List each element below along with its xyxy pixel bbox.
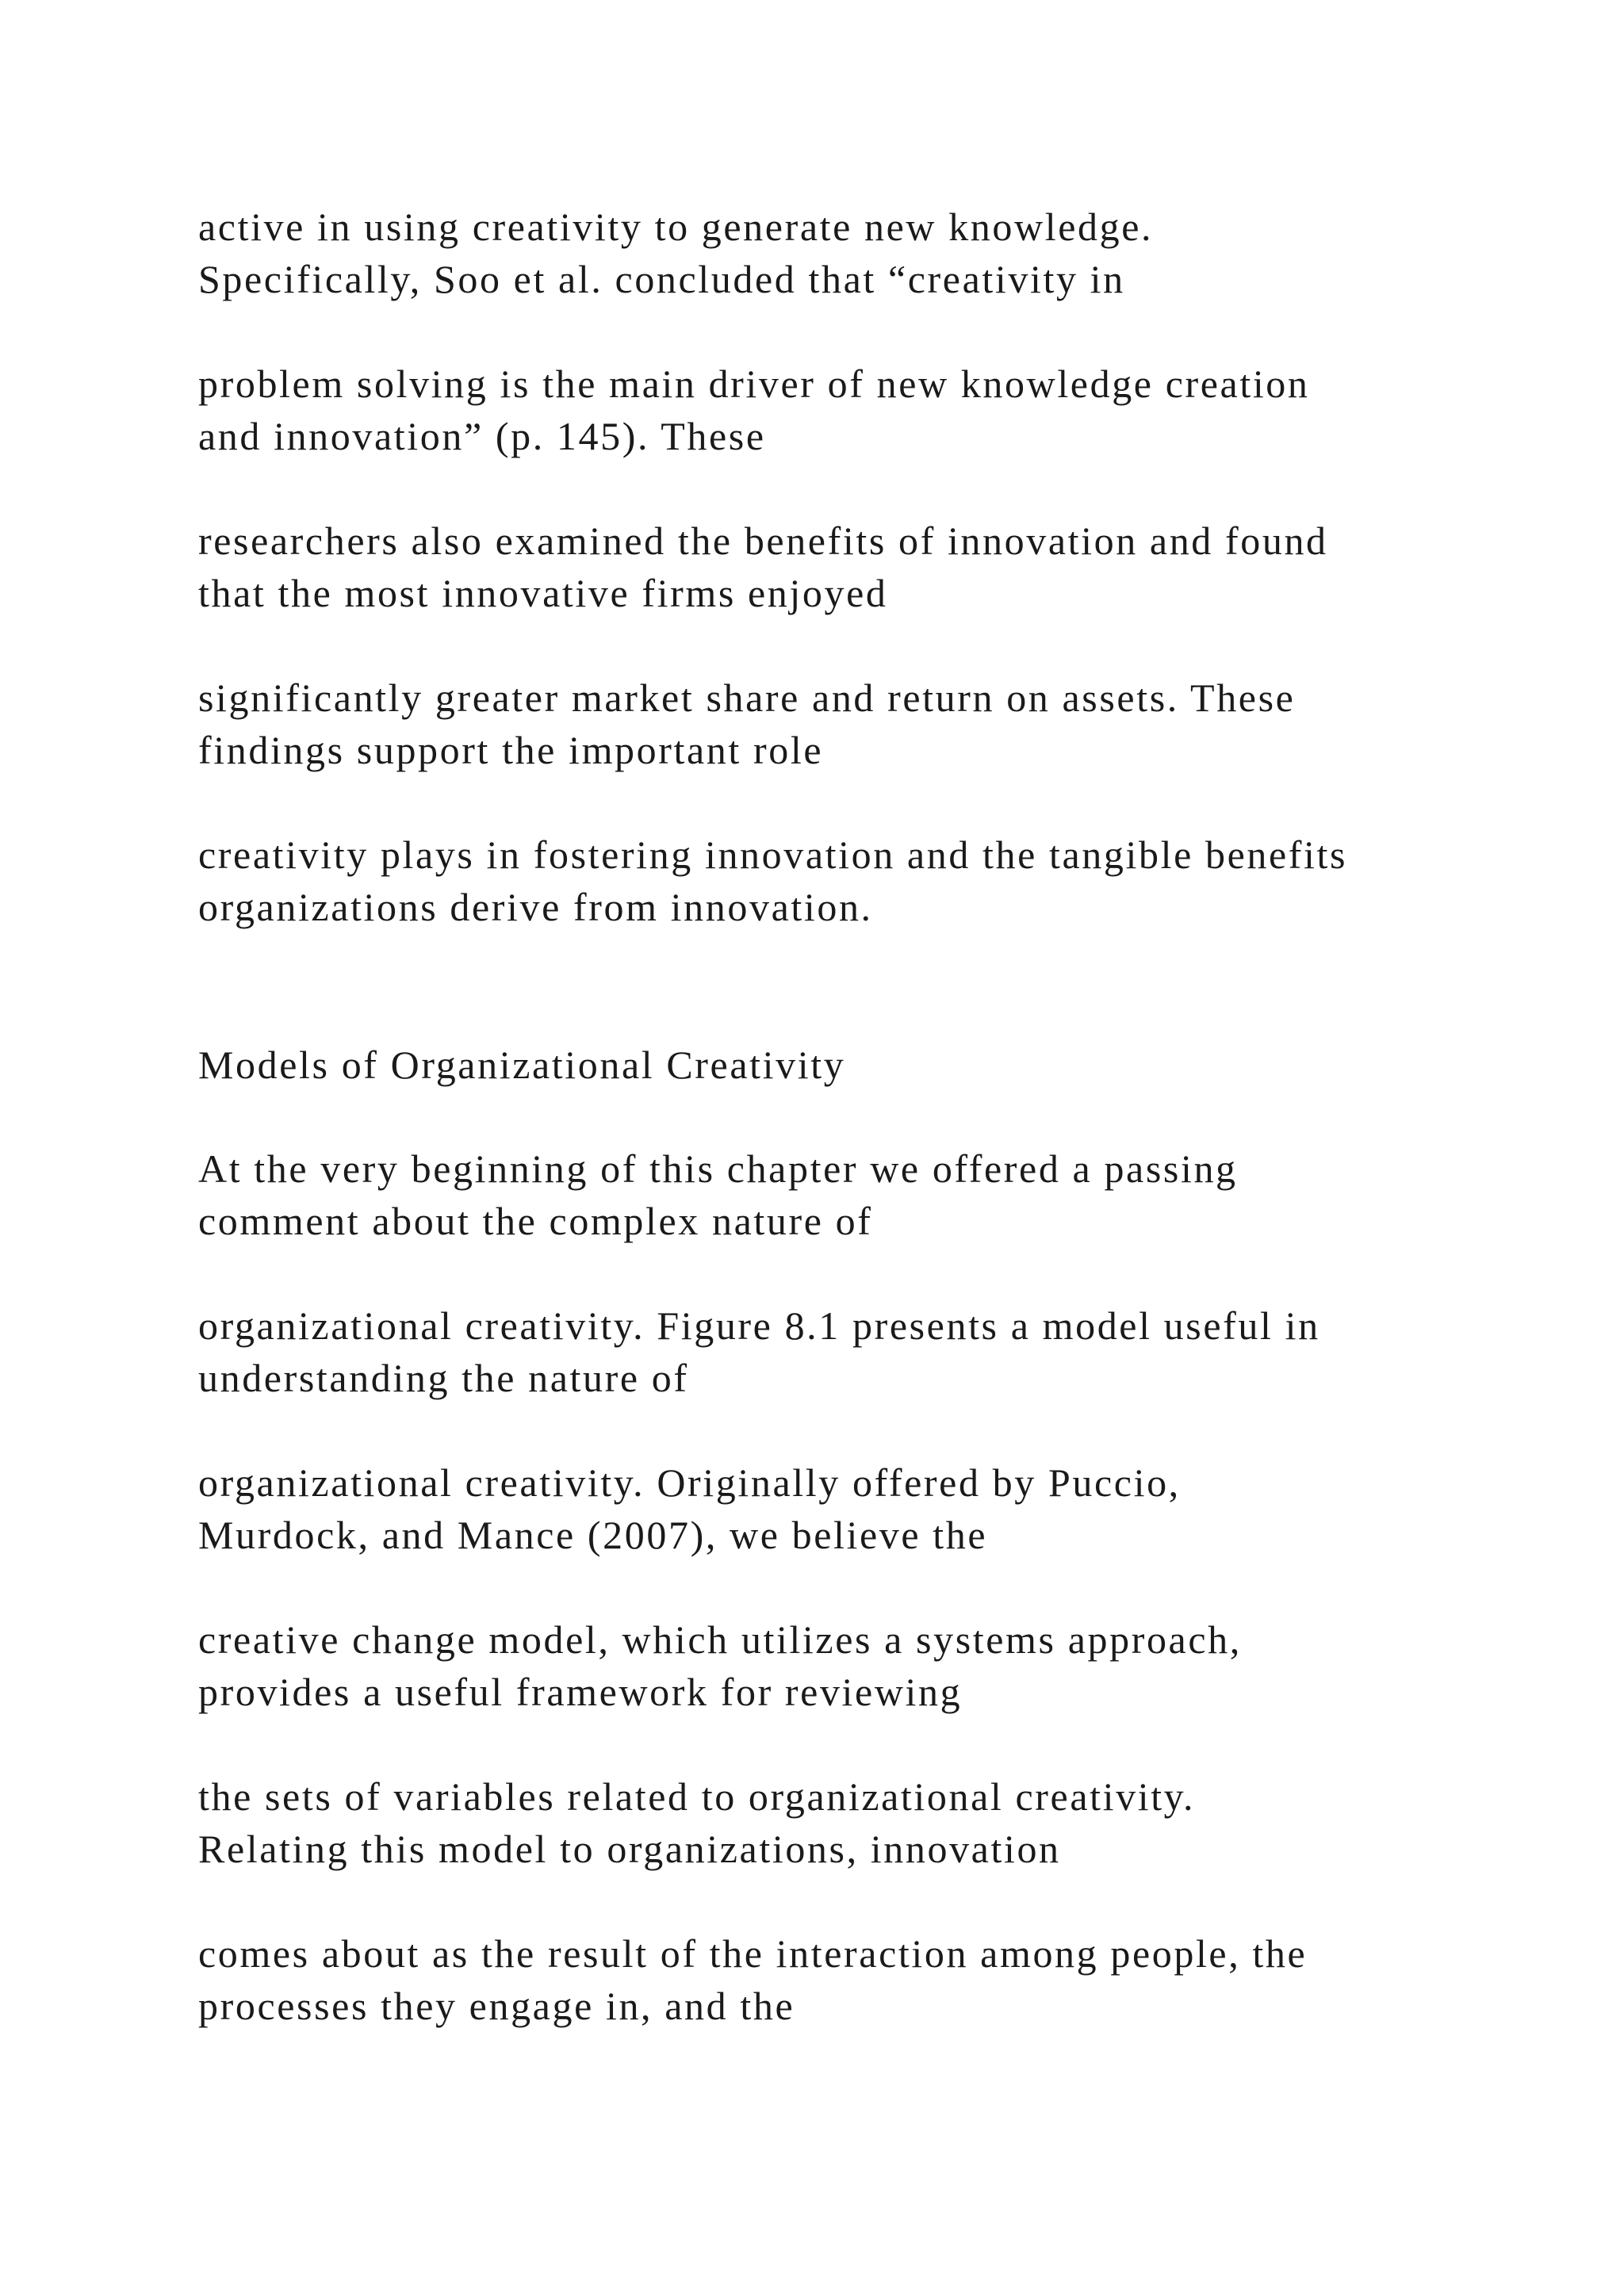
paragraph bbox=[198, 1927, 1546, 2032]
text-line: that the most innovative firms enjoyed bbox=[198, 571, 888, 615]
text-line: processes they engage in, and the bbox=[198, 1984, 795, 2028]
text-line: problem solving is the main driver of new knowledge creation bbox=[198, 362, 1310, 406]
paragraph bbox=[198, 201, 1546, 305]
paragraph bbox=[198, 1456, 1546, 1561]
text-line: understanding the nature of bbox=[198, 1356, 689, 1400]
text-line: Specifically, Soo et al. concluded that “creativity in bbox=[198, 257, 1125, 301]
text-line: organizations derive from innovation. bbox=[198, 885, 873, 929]
text-line: At the very beginning of this chapter we offered a passing bbox=[198, 1146, 1238, 1191]
text-line: significantly greater market share and return on assets. These bbox=[198, 675, 1296, 720]
heading-line: Models of Organizational Creativity bbox=[198, 1043, 846, 1087]
text-line: creativity plays in fostering innovation and the tangible benefits bbox=[198, 832, 1348, 877]
paragraph bbox=[198, 828, 1546, 933]
text-line: Murdock, and Mance (2007), we believe the bbox=[198, 1513, 988, 1557]
paragraph bbox=[198, 358, 1546, 462]
paragraph bbox=[198, 1142, 1546, 1247]
text-line: provides a useful framework for reviewing bbox=[198, 1670, 963, 1714]
text-line: Relating this model to organizations, innovation bbox=[198, 1827, 1061, 1871]
section-heading bbox=[198, 1039, 1546, 1091]
text-line: researchers also examined the benefits of innovation and found bbox=[198, 519, 1328, 563]
text-line: active in using creativity to generate new knowledge. bbox=[198, 205, 1154, 249]
text-line: organizational creativity. Originally offered by Puccio, bbox=[198, 1460, 1181, 1505]
text-line: the sets of variables related to organizational creativity. bbox=[198, 1774, 1196, 1819]
text-line: comes about as the result of the interaction among people, the bbox=[198, 1931, 1308, 1976]
text-line: findings support the important role bbox=[198, 728, 824, 772]
text-line: organizational creativity. Figure 8.1 presents a model useful in bbox=[198, 1303, 1320, 1348]
text-line: creative change model, which utilizes a systems approach, bbox=[198, 1617, 1242, 1662]
paragraph bbox=[198, 1770, 1546, 1875]
text-line: comment about the complex nature of bbox=[198, 1199, 873, 1243]
paragraph bbox=[198, 1613, 1546, 1718]
paragraph bbox=[198, 1299, 1546, 1404]
text-line: and innovation” (p. 145). These bbox=[198, 414, 766, 458]
paragraph bbox=[198, 515, 1546, 619]
paragraph bbox=[198, 672, 1546, 776]
